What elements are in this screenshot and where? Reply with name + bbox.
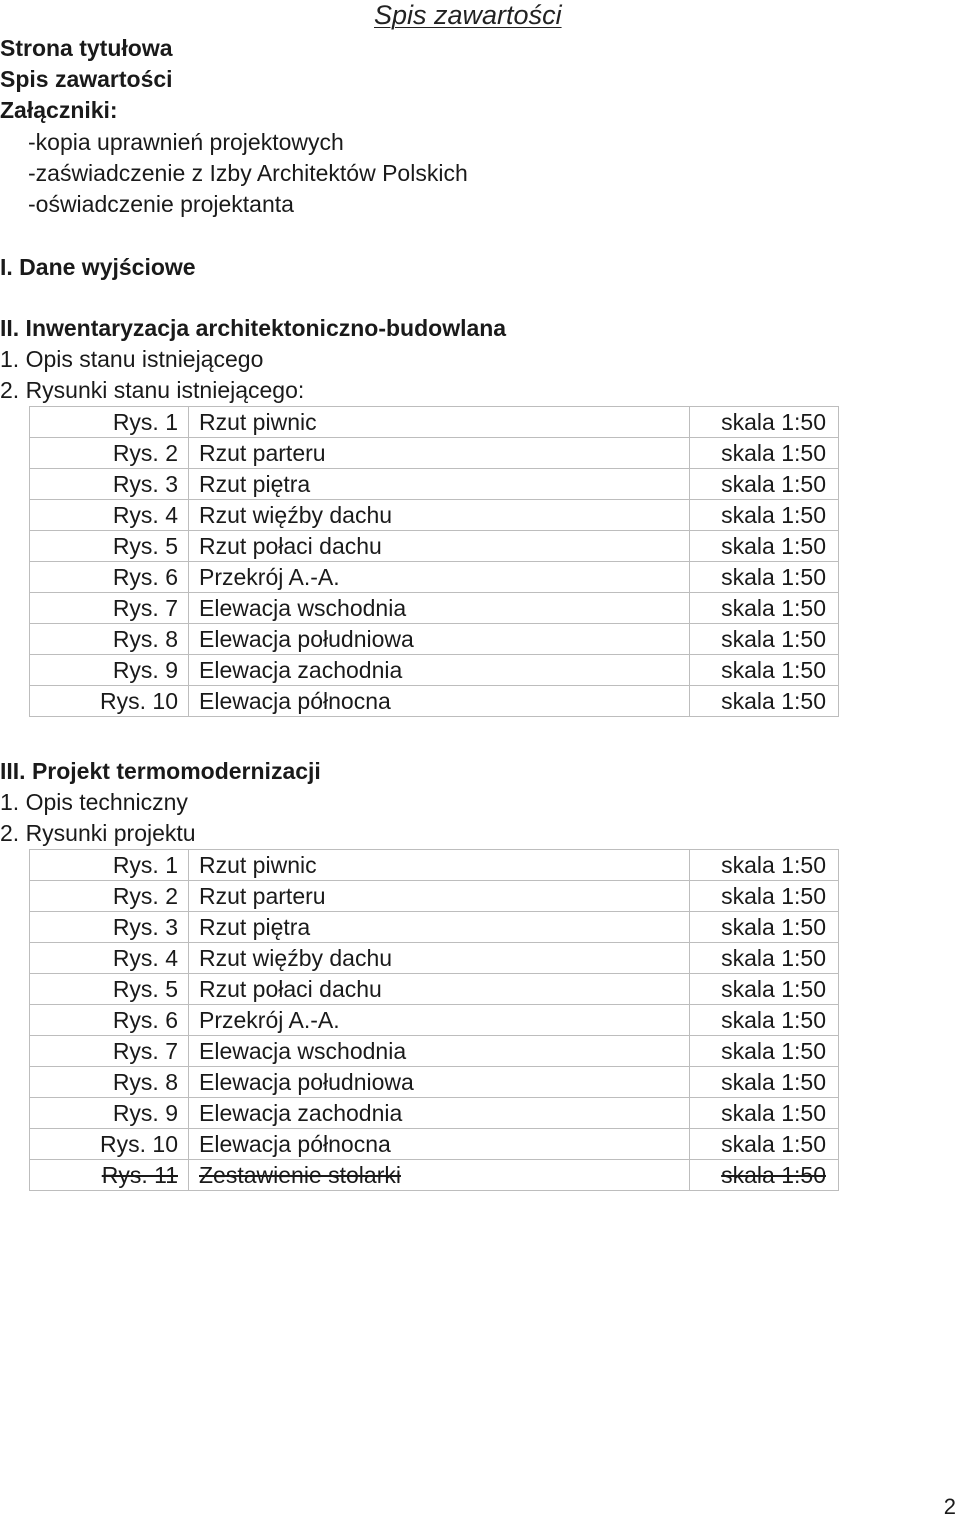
drawing-scale-cell	[690, 1160, 839, 1191]
drawing-title-cell	[189, 469, 690, 500]
table-row	[30, 438, 839, 469]
drawing-title: Rzut piętra	[199, 913, 311, 940]
table-row	[30, 655, 839, 686]
drawing-title-cell	[189, 686, 690, 717]
drawing-number: Rys. 6	[112, 563, 178, 590]
drawing-number-cell	[30, 912, 189, 943]
drawing-scale-cell	[690, 562, 839, 593]
table-row	[30, 500, 839, 531]
drawing-scale: skala 1:50	[721, 563, 826, 590]
drawing-number-cell	[30, 655, 189, 686]
drawing-number: Rys. 11	[101, 1161, 178, 1188]
drawing-title: Rzut parteru	[199, 882, 326, 909]
drawing-scale: skala 1:50	[721, 687, 826, 714]
drawing-scale-cell	[690, 655, 839, 686]
drawing-number: Rys. 2	[112, 882, 178, 909]
drawing-number: Rys. 8	[112, 1068, 178, 1095]
drawing-number-cell	[30, 1005, 189, 1036]
drawing-scale: skala 1:50	[721, 851, 826, 878]
drawing-scale-cell	[690, 407, 839, 438]
drawing-number: Rys. 8	[112, 625, 178, 652]
drawing-number: Rys. 3	[112, 913, 178, 940]
drawing-title: Przekrój A.-A.	[199, 563, 340, 590]
drawing-title-cell	[189, 624, 690, 655]
drawing-number-cell	[30, 624, 189, 655]
drawing-title-cell	[189, 881, 690, 912]
drawing-scale-cell	[690, 850, 839, 881]
drawing-title-cell	[189, 593, 690, 624]
drawing-number-cell	[30, 850, 189, 881]
table-row	[30, 881, 839, 912]
drawing-number-cell	[30, 1067, 189, 1098]
drawing-number: Rys. 5	[112, 975, 178, 1002]
drawing-title-cell	[189, 438, 690, 469]
drawing-number: Rys. 9	[112, 1099, 178, 1126]
table-row	[30, 469, 839, 500]
table-row	[30, 407, 839, 438]
drawing-number: Rys. 5	[112, 532, 178, 559]
drawing-title-cell	[189, 531, 690, 562]
drawing-scale-cell	[690, 1036, 839, 1067]
drawing-scale-cell	[690, 1005, 839, 1036]
drawing-scale-cell	[690, 624, 839, 655]
table-row	[30, 624, 839, 655]
drawing-title-cell	[189, 1067, 690, 1098]
drawing-number: Rys. 10	[100, 1130, 178, 1157]
drawing-scale-cell	[690, 974, 839, 1005]
drawing-title: Elewacja południowa	[199, 1068, 414, 1095]
drawing-title: Elewacja wschodnia	[199, 594, 407, 621]
drawing-number-cell	[30, 1098, 189, 1129]
drawing-number: Rys. 9	[112, 656, 178, 683]
table-row	[30, 1005, 839, 1036]
drawing-title-cell	[189, 943, 690, 974]
drawing-title-cell	[189, 912, 690, 943]
table-row	[30, 1067, 839, 1098]
drawing-number: Rys. 2	[112, 439, 178, 466]
drawing-title: Elewacja wschodnia	[199, 1037, 407, 1064]
drawing-number-cell	[30, 593, 189, 624]
existing-drawings-table	[29, 406, 839, 717]
drawing-scale: skala 1:50	[721, 439, 826, 466]
drawing-scale: skala 1:50	[721, 625, 826, 652]
drawing-title: Elewacja północna	[199, 1130, 391, 1157]
drawing-number-cell	[30, 531, 189, 562]
drawing-number: Rys. 1	[112, 851, 178, 878]
drawing-title: Przekrój A.-A.	[199, 1006, 340, 1033]
drawing-title-cell	[189, 500, 690, 531]
drawing-title: Zestawienie stolarki	[199, 1161, 401, 1188]
drawing-number: Rys. 3	[112, 470, 178, 497]
project-drawings-table	[29, 849, 839, 1191]
drawing-number: Rys. 6	[112, 1006, 178, 1033]
section-1-heading: I. Dane wyjściowe	[0, 254, 196, 280]
section-3-heading: III. Projekt termomodernizacji	[0, 758, 321, 784]
drawing-scale: skala 1:50	[721, 1130, 826, 1157]
drawing-title-cell	[189, 850, 690, 881]
section-2-item-1: 1. Opis stanu istniejącego	[0, 346, 264, 372]
drawing-title: Rzut połaci dachu	[199, 532, 382, 559]
table-row	[30, 912, 839, 943]
drawing-scale: skala 1:50	[721, 1161, 826, 1188]
page-number: 2	[943, 1494, 956, 1519]
table-row	[30, 1160, 839, 1191]
attachments-heading: Załączniki:	[0, 97, 118, 123]
drawing-number-cell	[30, 974, 189, 1005]
drawing-number-cell	[30, 438, 189, 469]
drawing-title-cell	[189, 1036, 690, 1067]
section-2-heading: II. Inwentaryzacja architektoniczno-budowlana	[0, 315, 507, 341]
drawing-scale: skala 1:50	[721, 975, 826, 1002]
drawing-number-cell	[30, 407, 189, 438]
table-row	[30, 850, 839, 881]
drawing-number: Rys. 10	[100, 687, 178, 714]
drawing-scale-cell	[690, 1129, 839, 1160]
drawing-scale-cell	[690, 1098, 839, 1129]
drawing-scale-cell	[690, 912, 839, 943]
drawing-title: Rzut połaci dachu	[199, 975, 382, 1002]
table-row	[30, 1036, 839, 1067]
drawing-number-cell	[30, 1129, 189, 1160]
drawing-title: Elewacja północna	[199, 687, 391, 714]
attachment-item: -zaświadczenie z Izby Architektów Polskich	[28, 160, 468, 186]
drawing-scale: skala 1:50	[721, 944, 826, 971]
drawing-number: Rys. 7	[112, 594, 178, 621]
drawing-scale-cell	[690, 943, 839, 974]
drawing-scale: skala 1:50	[721, 470, 826, 497]
drawing-title: Rzut piwnic	[199, 851, 317, 878]
drawing-scale-cell	[690, 881, 839, 912]
page-header-title: Spis zawartości	[374, 0, 562, 30]
drawing-scale-cell	[690, 1067, 839, 1098]
section-3-item-2: 2. Rysunki projektu	[0, 820, 196, 846]
drawing-scale: skala 1:50	[721, 532, 826, 559]
drawing-title-cell	[189, 1005, 690, 1036]
title-page-entry: Strona tytułowa	[0, 35, 173, 61]
table-row	[30, 1129, 839, 1160]
drawing-number: Rys. 1	[112, 408, 178, 435]
drawing-title-cell	[189, 562, 690, 593]
contents-entry: Spis zawartości	[0, 66, 173, 92]
drawing-scale-cell	[690, 593, 839, 624]
drawing-title: Elewacja zachodnia	[199, 1099, 403, 1126]
drawing-number: Rys. 4	[112, 944, 178, 971]
table-row	[30, 686, 839, 717]
drawing-number-cell	[30, 881, 189, 912]
drawing-scale: skala 1:50	[721, 1068, 826, 1095]
drawing-title: Rzut piwnic	[199, 408, 317, 435]
drawing-title-cell	[189, 407, 690, 438]
drawing-number-cell	[30, 943, 189, 974]
drawing-number-cell	[30, 500, 189, 531]
drawing-number-cell	[30, 1160, 189, 1191]
drawing-scale: skala 1:50	[721, 882, 826, 909]
drawing-title: Elewacja zachodnia	[199, 656, 403, 683]
drawing-title: Rzut piętra	[199, 470, 311, 497]
drawing-scale-cell	[690, 500, 839, 531]
drawing-scale: skala 1:50	[721, 656, 826, 683]
drawing-number-cell	[30, 469, 189, 500]
table-row	[30, 1098, 839, 1129]
drawing-number: Rys. 7	[112, 1037, 178, 1064]
drawing-scale: skala 1:50	[721, 501, 826, 528]
drawing-title-cell	[189, 974, 690, 1005]
drawing-title-cell	[189, 655, 690, 686]
drawing-title: Rzut więźby dachu	[199, 501, 393, 528]
attachment-item: -oświadczenie projektanta	[28, 191, 294, 217]
drawing-scale-cell	[690, 686, 839, 717]
drawing-scale: skala 1:50	[721, 408, 826, 435]
drawing-scale-cell	[690, 438, 839, 469]
drawing-title: Elewacja południowa	[199, 625, 414, 652]
drawing-scale: skala 1:50	[721, 913, 826, 940]
drawing-scale: skala 1:50	[721, 1099, 826, 1126]
drawing-title-cell	[189, 1098, 690, 1129]
section-3-item-1: 1. Opis techniczny	[0, 789, 188, 815]
drawing-scale-cell	[690, 469, 839, 500]
table-row	[30, 531, 839, 562]
drawing-number: Rys. 4	[112, 501, 178, 528]
section-2-item-2: 2. Rysunki stanu istniejącego:	[0, 377, 305, 403]
drawing-scale-cell	[690, 531, 839, 562]
drawing-scale: skala 1:50	[721, 1006, 826, 1033]
drawing-title: Rzut parteru	[199, 439, 326, 466]
drawing-number-cell	[30, 562, 189, 593]
drawing-title-cell	[189, 1160, 690, 1191]
drawing-title: Rzut więźby dachu	[199, 944, 393, 971]
drawing-scale: skala 1:50	[721, 1037, 826, 1064]
table-row	[30, 562, 839, 593]
table-row	[30, 943, 839, 974]
drawing-title-cell	[189, 1129, 690, 1160]
table-row	[30, 593, 839, 624]
attachment-item: -kopia uprawnień projektowych	[28, 129, 344, 155]
drawing-number-cell	[30, 686, 189, 717]
table-row	[30, 974, 839, 1005]
drawing-scale: skala 1:50	[721, 594, 826, 621]
drawing-number-cell	[30, 1036, 189, 1067]
